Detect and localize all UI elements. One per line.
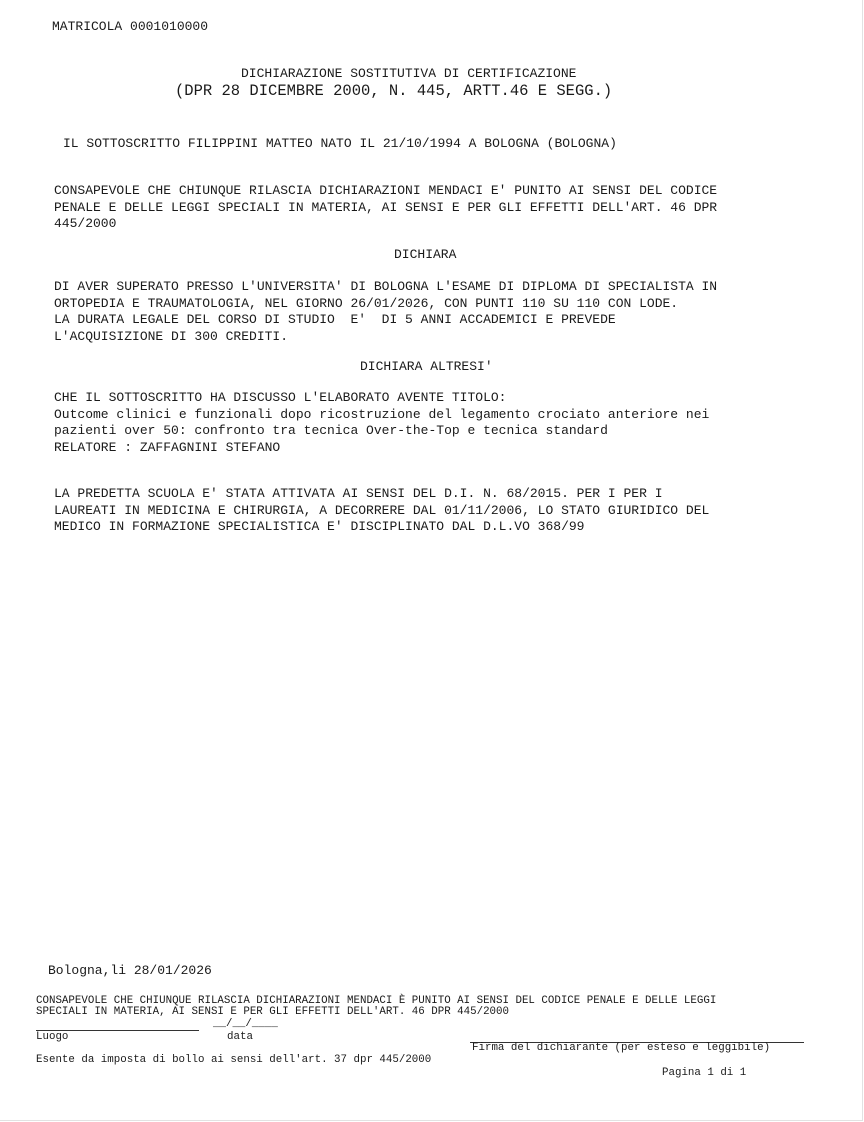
- page-number: Pagina 1 di 1: [662, 1067, 747, 1079]
- thesis-supervisor: RELATORE : ZAFFAGNINI STEFANO: [54, 439, 281, 455]
- awareness-paragraph: [54, 183, 844, 233]
- document-title: DICHIARAZIONE SOSTITUTIVA DI CERTIFICAZIONE: [241, 66, 577, 81]
- declares-heading: DICHIARA: [394, 247, 457, 262]
- text-line: LA PREDETTA SCUOLA E' STATA ATTIVATA AI SENSI DEL D.I. N. 68/2015. PER I PER I: [54, 486, 663, 501]
- thesis-paragraph: [54, 390, 844, 456]
- document-subtitle: (DPR 28 DICEMBRE 2000, N. 445, ARTT.46 E SEGG.): [175, 82, 613, 100]
- text-line: LA DURATA LEGALE DEL CORSO DI STUDIO E' DI 5 ANNI ACCADEMICI E PREVEDE: [54, 312, 616, 327]
- text-line: DI AVER SUPERATO PRESSO L'UNIVERSITA' DI BOLOGNA L'ESAME DI DIPLOMA DI SPECIALISTA IN: [54, 279, 718, 294]
- date-blank: __/__/____: [213, 1018, 278, 1030]
- place-and-date: Bologna,li 28/01/2026: [48, 963, 212, 978]
- thesis-intro: CHE IL SOTTOSCRITTO HA DISCUSSO L'ELABORATO AVENTE TITOLO:: [54, 390, 507, 405]
- matricola-number: MATRICOLA 0001010000: [52, 19, 209, 34]
- declarant-statement: IL SOTTOSCRITTO FILIPPINI MATTEO NATO IL 21/10/1994 A BOLOGNA (BOLOGNA): [63, 136, 617, 151]
- footer-awareness-line: CONSAPEVOLE CHE CHIUNQUE RILASCIA DICHIARAZIONI MENDACI È PUNITO AI SENSI DEL CODICE PENALE E DELLE LEGGI: [36, 995, 717, 1007]
- date-label: data: [227, 1031, 253, 1043]
- signature-label: Firma del dichiarante (per esteso e leggibile): [472, 1042, 771, 1054]
- text-line: MEDICO IN FORMAZIONE SPECIALISTICA E' DISCIPLINATO DAL D.L.VO 368/99: [54, 519, 585, 534]
- text-line: L'ACQUISIZIONE DI 300 CREDITI.: [54, 328, 289, 344]
- text-line: LAUREATI IN MEDICINA E CHIRURGIA, A DECORRERE DAL 01/11/2006, LO STATO GIURIDICO DEL: [54, 502, 710, 518]
- thesis-title-line: Outcome clinici e funzionali dopo ricostruzione del legamento crociato anteriore nei: [54, 406, 710, 422]
- thesis-title-line: pazienti over 50: confronto tra tecnica Over-the-Top e tecnica standard: [54, 423, 608, 438]
- place-label: Luogo: [36, 1031, 69, 1043]
- text-line: ORTOPEDIA E TRAUMATOLOGIA, NEL GIORNO 26/01/2026, CON PUNTI 110 SU 110 CON LODE.: [54, 295, 679, 311]
- also-declares-heading: DICHIARA ALTRESI': [360, 359, 493, 374]
- declaration-paragraph: [54, 279, 844, 345]
- footer-awareness-line: SPECIALI IN MATERIA, AI SENSI E PER GLI EFFETTI DELL'ART. 46 DPR 445/2000: [36, 1006, 509, 1018]
- text-line: PENALE E DELLE LEGGI SPECIALI IN MATERIA, AI SENSI E PER GLI EFFETTI DELL'ART. 46 DPR: [54, 199, 718, 215]
- stamp-duty-note: Esente da imposta di bollo ai sensi dell'art. 37 dpr 445/2000: [36, 1054, 432, 1066]
- text-line: 445/2000: [54, 216, 117, 231]
- text-line: CONSAPEVOLE CHE CHIUNQUE RILASCIA DICHIARAZIONI MENDACI E' PUNITO AI SENSI DEL CODICE: [54, 183, 718, 198]
- school-paragraph: [54, 486, 844, 536]
